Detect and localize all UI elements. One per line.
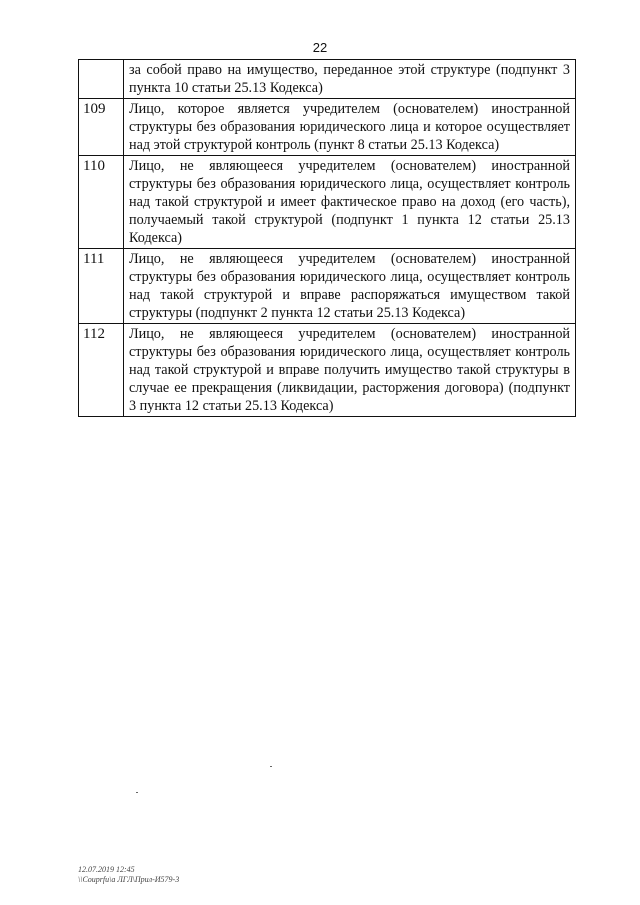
row-number: 109 <box>79 99 124 156</box>
row-number: 111 <box>79 249 124 324</box>
table-row <box>79 249 576 324</box>
row-description: Лицо, не являющееся учредителем (основателем) иностранной структуры без образования юридического лица, осуществляет контроль над такой структурой и вправе распоряжаться имуществом такой структуры (подпункт 2 пункта 12 статьи 25.13 Кодекса) <box>124 249 576 324</box>
row-description: Лицо, которое является учредителем (основателем) иностранной структуры без образования юридического лица и которое осуществляет над этой структурой контроль (пункт 8 статьи 25.13 Кодекса) <box>124 99 576 156</box>
code-table <box>78 59 576 417</box>
file-stamp <box>78 865 179 885</box>
file-stamp-path: \\Couprfu\a ЛГЛ\Прил-И579-3 <box>78 875 180 884</box>
table-row <box>79 60 576 99</box>
scan-speck <box>270 766 272 767</box>
file-stamp-date: 12.07.2019 12:45 <box>78 865 135 874</box>
table-row <box>79 99 576 156</box>
row-number: 112 <box>79 324 124 417</box>
row-description: Лицо, не являющееся учредителем (основателем) иностранной структуры без образования юридического лица, осуществляет контроль над такой структурой и вправе получить имущество такой структуры в случае ее прекращения (ликвидации, расторжения договора) (подпункт 3 пункта 12 статьи 25.13 Кодекса) <box>124 324 576 417</box>
row-description: Лицо, не являющееся учредителем (основателем) иностранной структуры без образования юридического лица, осуществляет контроль над такой структурой и имеет фактическое право на доход (его часть), получаемый такой структурой (подпункт 1 пункта 12 статьи 25.13 Кодекса) <box>124 156 576 249</box>
row-description: за собой право на имущество, переданное этой структуре (подпункт 3 пункта 10 статьи 25.13 Кодекса) <box>124 60 576 99</box>
table-row <box>79 324 576 417</box>
row-number <box>79 60 124 99</box>
row-number: 110 <box>79 156 124 249</box>
table-row <box>79 156 576 249</box>
scan-speck <box>136 792 138 793</box>
page-number: 22 <box>312 40 328 55</box>
